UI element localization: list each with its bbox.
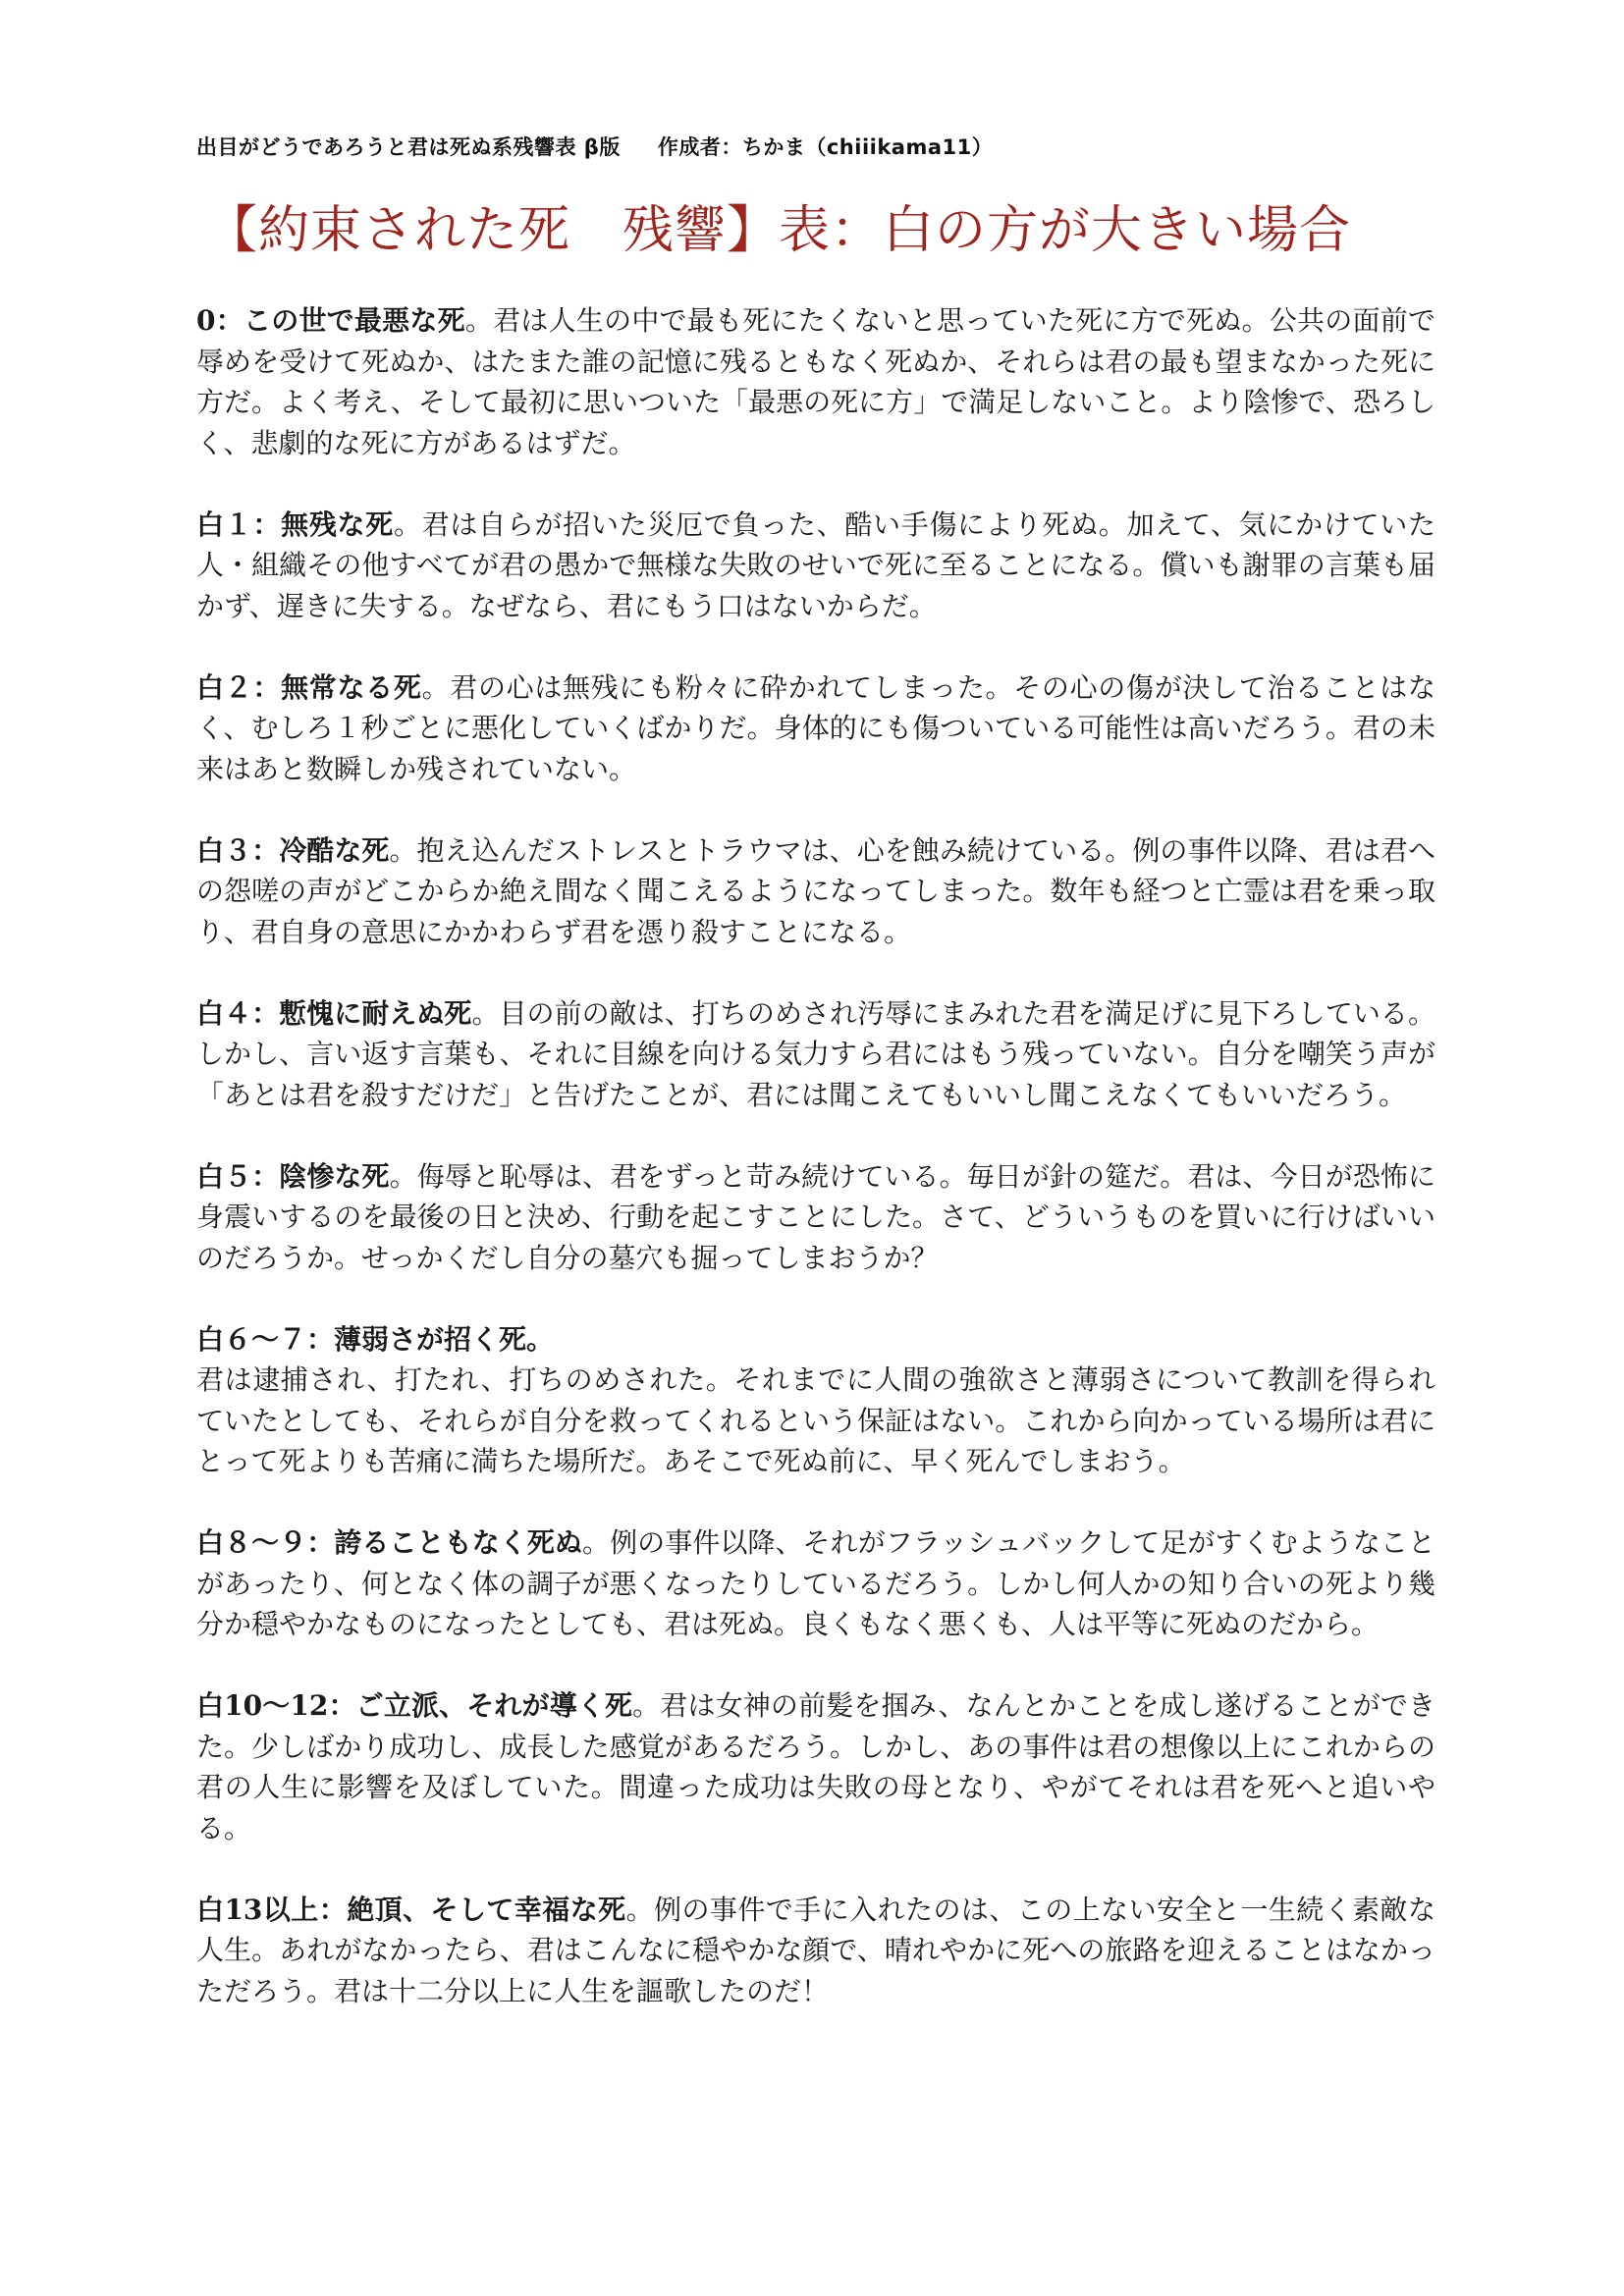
entry-white-1 <box>196 505 1435 627</box>
document-header-author: 作成者：ちかま（chiiikama11） <box>657 135 994 159</box>
entry-list <box>196 300 1435 2053</box>
entry-heading: 無常なる死 <box>281 670 422 704</box>
entry-heading: 冷酷な死 <box>279 833 390 867</box>
entry-white-4 <box>196 993 1435 1116</box>
entry-body: 君は逮捕され、打たれ、打ちのめされた。それまでに人間の強欲さと薄弱さについて教訓を得られていたとしても、それらが自分を救ってくれるという保証はない。これから向かっている場所は君にとって死よりも苦痛に満ちた場所だ。あそこで死ぬ前に、早く死んでしまおう。 <box>196 1363 1435 1477</box>
entry-label: 白13以上： <box>196 1893 348 1926</box>
entry-body: 。侮辱と恥辱は、君をずっと苛み続けている。毎日が針の筵だ。君は、今日が恐怖に身震いするのを最後の日と決め、行動を起こすことにした。さて、どういうものを買いに行けばいいのだろうか。せっかくだし自分の墓穴も掘ってしまおうか？ <box>196 1159 1435 1274</box>
entry-label: 0： <box>196 304 244 337</box>
entry-body: 。君は女神の前髪を掴み、なんとかことを成し遂げることができた。少しばかり成功し、成長した感覚があるだろう。しかし、あの事件は君の想像以上にこれからの君の人生に影響を及ぼしていた。間違った成功は失敗の母となり、やがてそれは君を死へと追いやる。 <box>196 1689 1435 1844</box>
entry-0 <box>196 300 1435 463</box>
document-header-title: 出目がどうであろうと君は死ぬ系残響表 β版 <box>196 135 621 159</box>
entry-label: 白６〜７： <box>196 1322 335 1356</box>
entry-heading: 慙愧に耐えぬ死 <box>279 996 472 1030</box>
entry-body: 。抱え込んだストレスとトラウマは、心を蝕み続けている。例の事件以降、君は君への怨嗟の声がどこからか絶え間なく聞こえるようになってしまった。数年も経つと亡霊は君を乗っ取り、君自身の意思にかかわらず君を憑り殺すことになる。 <box>196 833 1435 948</box>
entry-body: 。君は人生の中で最も死にたくないと思っていた死に方で死ぬ。公共の面前で辱めを受けて死ぬか、はたまた誰の記憶に残るともなく死ぬか、それらは君の最も望まなかった死に方だ。よく考え、そして最初に思いついた「最悪の死に方」で満足しないこと。より陰惨で、恐ろしく、悲劇的な死に方があるはずだ。 <box>196 304 1435 459</box>
entry-white-6-7 <box>196 1319 1435 1482</box>
entry-white-3 <box>196 830 1435 953</box>
entry-body: 。例の事件以降、それがフラッシュバックして足がすくむようなことがあったり、何となく体の調子が悪くなったりしているだろう。しかし何人かの知り合いの死より幾分か穏やかなものになったとしても、君は死ぬ。良くもなく悪くも、人は平等に死ぬのだから。 <box>196 1526 1435 1640</box>
entry-heading: 絶頂、そして幸福な死 <box>347 1893 626 1926</box>
entry-heading: 陰惨な死 <box>279 1159 390 1193</box>
page-title: 【約束された死 残響】表：白の方が大きい場合 <box>206 201 1352 260</box>
entry-white-5 <box>196 1156 1435 1279</box>
entry-white-13-plus <box>196 1890 1435 2012</box>
entry-heading: 薄弱さが招く死 <box>334 1322 527 1356</box>
document-header <box>196 132 993 161</box>
entry-heading: 無残な死 <box>281 507 394 541</box>
entry-white-2 <box>196 667 1435 790</box>
entry-label: 白２： <box>196 670 282 704</box>
entry-label: 白10〜12： <box>196 1689 356 1722</box>
entry-body: 。君の心は無残にも粉々に砕かれてしまった。その心の傷が決して治ることはなく、むしろ１秒ごとに悪化していくばかりだ。身体的にも傷ついている可能性は高いだろう。君の未来はあと数瞬しか残されていない。 <box>196 670 1435 785</box>
entry-heading: この世で最悪な死 <box>243 304 465 337</box>
entry-label: 白３： <box>196 833 280 867</box>
entry-label: 白８〜９： <box>196 1526 335 1559</box>
entry-heading-suffix: 。 <box>526 1322 555 1356</box>
entry-label: 白１： <box>196 507 282 541</box>
entry-label: 白４： <box>196 996 280 1030</box>
entry-heading: 誇ることもなく死ぬ <box>334 1526 582 1559</box>
entry-body: 。君は自らが招いた災厄で負った、酷い手傷により死ぬ。加えて、気にかけていた人・組織その他すべてが君の愚かで無様な失敗のせいで死に至ることになる。償いも謝罪の言葉も届かず、遅きに失する。なぜなら、君にもう口はないからだ。 <box>196 507 1435 622</box>
entry-label: 白５： <box>196 1159 280 1193</box>
entry-heading: ご立派、それが導く死 <box>355 1689 633 1722</box>
entry-white-8-9 <box>196 1522 1435 1645</box>
entry-body: 。例の事件で手に入れたのは、この上ない安全と一生続く素敵な人生。あれがなかったら、君はこんなに穏やかな顔で、晴れやかに死への旅路を迎えることはなかっただろう。君は十二分以上に人生を謳歌したのだ！ <box>196 1893 1435 2007</box>
entry-white-10-12 <box>196 1685 1435 1848</box>
entry-body: 。目の前の敵は、打ちのめされ汚辱にまみれた君を満足げに見下ろしている。しかし、言い返す言葉も、それに目線を向ける気力すら君にはもう残っていない。自分を嘲笑う声が「あとは君を殺すだけだ」と告げたことが、君には聞こえてもいいし聞こえなくてもいいだろう。 <box>196 996 1435 1111</box>
